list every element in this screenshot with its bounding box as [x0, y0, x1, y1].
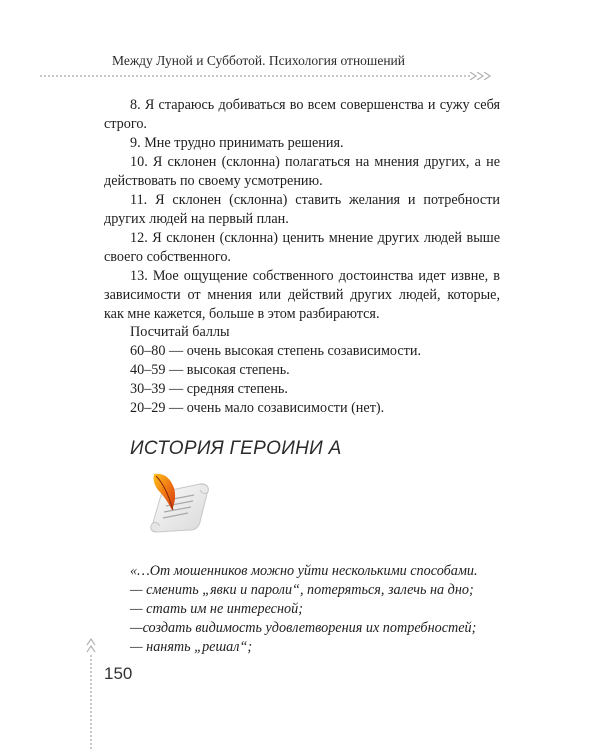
side-dotted-rule	[86, 637, 96, 750]
question-item: 12. Я склонен (склонна) ценить мнение других людей выше своего собственного.	[104, 230, 500, 265]
quote-line: — нанять „решал“;	[130, 639, 253, 655]
section-heading: ИСТОРИЯ ГЕРОИНИ А	[130, 438, 342, 459]
quote-line: «…От мошенников можно уйти несколькими способами.	[130, 563, 478, 579]
quote-line: —создать видимость удовлетворения их потребностей;	[130, 620, 477, 636]
score-intro: Посчитай баллы	[130, 324, 230, 340]
page-number: 150	[104, 664, 133, 683]
score-range: 20–29 — очень мало созависимости (нет).	[130, 400, 385, 416]
score-range: 30–39 — средняя степень.	[130, 381, 288, 397]
header-dotted-rule	[40, 72, 492, 80]
question-item: 13. Мое ощущение собственного достоинства идет извне, в зависимости от мнения или действий других людей, которые, как мне кажется, больше в этом разбираются.	[104, 268, 500, 322]
score-key	[130, 323, 421, 418]
quote-line: — стать им не интересной;	[130, 601, 303, 617]
quote-line: — сменить „явки и пароли“, потеряться, залечь на дно;	[130, 582, 474, 598]
question-item: 8. Я стараюсь добиваться во всем совершенства и сужу себя строго.	[104, 97, 500, 132]
score-range: 60–80 — очень высокая степень созависимости.	[130, 343, 422, 359]
score-range: 40–59 — высокая степень.	[130, 362, 290, 378]
running-header: Между Луной и Субботой. Психология отношений	[112, 53, 405, 68]
quill-scroll-icon	[144, 470, 214, 536]
questionnaire-items	[104, 96, 500, 324]
question-item: 9. Мне трудно принимать решения.	[130, 135, 344, 151]
question-item: 10. Я склонен (склонна) полагаться на мнения других, а не действовать по своему усмотрению.	[104, 154, 500, 189]
heroine-story-quote	[130, 562, 478, 657]
question-item: 11. Я склонен (склонна) ставить желания и потребности других людей на первый план.	[104, 192, 500, 227]
